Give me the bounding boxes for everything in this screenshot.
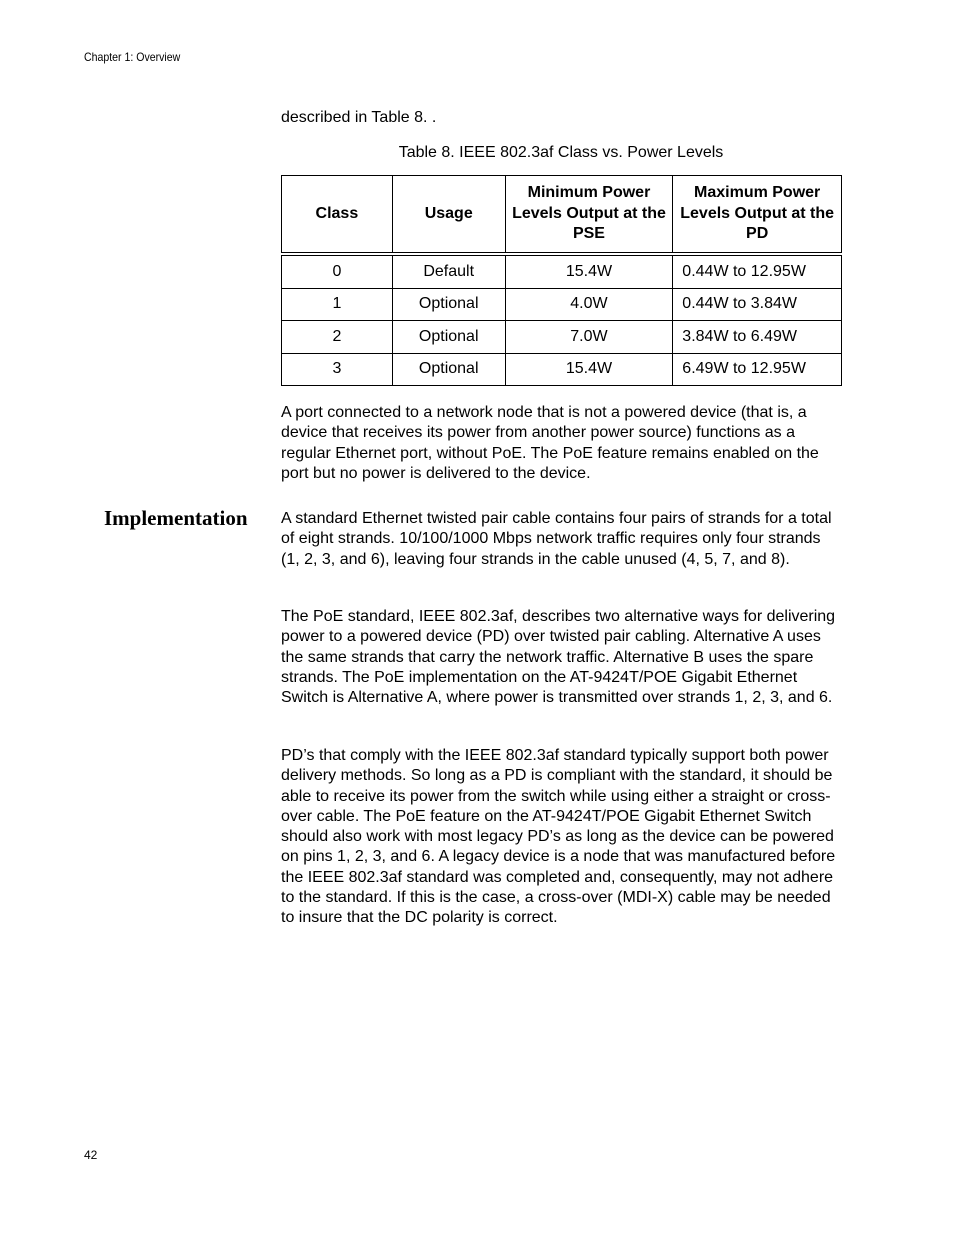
cell-max-power: 3.84W to 6.49W	[673, 321, 842, 354]
cell-max-power: 0.44W to 3.84W	[673, 288, 842, 321]
column-header-max-power: Maximum Power Levels Output at the PD	[673, 176, 842, 255]
non-pd-paragraph: A port connected to a network node that is not a powered device (that is, a device that receives its power from another power source) functions as a regular Ethernet port, without PoE. The PoE feature remains enabled on the port but no power is delivered to the device.	[281, 404, 819, 482]
running-header: Chapter 1: Overview	[84, 50, 181, 64]
column-header-class: Class	[282, 176, 393, 255]
table-row	[282, 353, 842, 386]
column-header-usage: Usage	[392, 176, 505, 255]
table-row	[282, 254, 842, 288]
cell-usage: Default	[392, 254, 505, 288]
cell-min-power: 4.0W	[505, 288, 673, 321]
body-paragraph: A standard Ethernet twisted pair cable contains four pairs of strands for a total of eight strands. 10/100/1000 Mbps network traffic requires only four strands (1, 2, 3, and 6), leaving four strands in the cable unused (4, 5, 7, and 8).	[281, 510, 832, 568]
column-header-min-power: Minimum Power Levels Output at the PSE	[505, 176, 673, 255]
cell-max-power: 0.44W to 12.95W	[673, 254, 842, 288]
body-paragraph: PD’s that comply with the IEEE 802.3af standard typically support both power delivery methods. So long as a PD is compliant with the standard, it should be able to receive its power from the switch while using either a straight or cross-over cable. The PoE feature on the AT-9424T/POE Gigabit Ethernet Switch should also work with most legacy PD’s as long as the device can be powered on pins 1, 2, 3, and 6. A legacy device is a node that was manufactured before the IEEE 802.3af standard was completed and, consequently, may not adhere to the standard. If this is the case, a cross-over (MDI-X) cable may be needed to insure that the DC polarity is correct.	[281, 747, 836, 927]
cell-class: 0	[282, 254, 393, 288]
cell-max-power: 6.49W to 12.95W	[673, 353, 842, 386]
table-row	[282, 321, 842, 354]
cell-usage: Optional	[392, 288, 505, 321]
table-header-row	[282, 176, 842, 255]
section-heading-implementation: Implementation	[104, 506, 248, 530]
cell-class: 3	[282, 353, 393, 386]
cell-usage: Optional	[392, 353, 505, 386]
cell-class: 2	[282, 321, 393, 354]
page-number: 42	[84, 1148, 98, 1162]
body-paragraph: The PoE standard, IEEE 802.3af, describes two alternative ways for delivering power to a powered device (PD) over twisted pair cabling. Alternative A uses the same strands that carry the network traffic. Alternative B uses the spare strands. The PoE implementation on the AT-9424T/POE Gigabit Ethernet Switch is Alternative A, where power is transmitted over strands 1, 2, 3, and 6.	[281, 608, 836, 707]
table-caption: Table 8. IEEE 802.3af Class vs. Power Levels	[398, 144, 724, 161]
cell-min-power: 15.4W	[505, 353, 673, 386]
cell-min-power: 7.0W	[505, 321, 673, 354]
intro-fragment: described in Table 8. .	[281, 109, 437, 126]
cell-class: 1	[282, 288, 393, 321]
power-class-table	[281, 175, 842, 386]
cell-min-power: 15.4W	[505, 254, 673, 288]
cell-usage: Optional	[392, 321, 505, 354]
table-row	[282, 288, 842, 321]
